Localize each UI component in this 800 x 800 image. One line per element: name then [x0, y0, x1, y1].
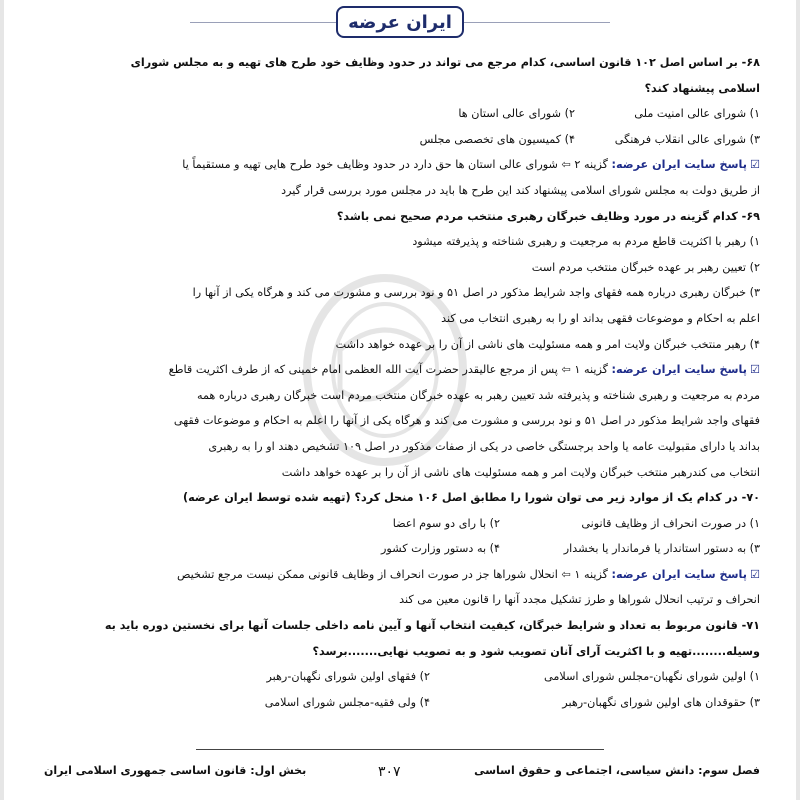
- answer-text: گزینه ۱ ⇦ انحلال شوراها جز در صورت انحراف از وظایف قانونی ممکن نیست مرجع تشخیص: [176, 567, 608, 581]
- page-border-left: [0, 0, 4, 800]
- option-3: ۳) حقوقدان های اولین شورای نگهبان-رهبر: [562, 695, 760, 709]
- checkbox-icon: ☑: [749, 158, 760, 172]
- question-68-line-2: اسلامی پیشنهاد کند؟: [644, 81, 760, 95]
- checkbox-icon: ☑: [749, 363, 760, 377]
- answer-70-line-2: انحراف و ترتیب انحلال شوراها و طرز تشکیل مجدد آنها را قانون معین می کند: [399, 593, 760, 607]
- option-1: ۱) شورای عالی امنیت ملی: [634, 107, 760, 121]
- question-69-option-4: ۴) رهبر منتخب خبرگان ولایت امر و همه مسئولیت های ناشی از آن را بر عهده خواهد داشت: [335, 337, 760, 351]
- site-logo-text: ایران عرضه: [348, 11, 452, 33]
- answer-70-line-1: [44, 562, 760, 588]
- question-69-option-3-line-2: اعلم به احکام و موضوعات فقهی بداند او را به رهبری انتخاب می کند: [441, 311, 760, 325]
- page-border-right: [796, 0, 800, 800]
- option-4: ۴) کمیسیون های تخصصی مجلس: [419, 132, 575, 146]
- question-69-option-2: ۲) تعیین رهبر بر عهده خبرگان منتخب مردم است: [531, 260, 760, 274]
- question-70-options-row-2: [44, 536, 760, 562]
- question-71-line-2: وسیله........تهیه و با اکثریت آرای آنان تصویب شود و به تصویب نهایی.......برسد؟: [312, 644, 760, 658]
- answer-text: گزینه ۱ ⇦ پس از مرجع عالیقدر حضرت آیت الله العظمی امام خمینی که از طرف اکثریت قاطع: [168, 363, 608, 377]
- option-2: ۲) فقهای اولین شورای نگهبان-رهبر: [266, 670, 430, 684]
- answer-label: پاسخ سایت ایران عرضه:: [611, 158, 747, 172]
- option-3: ۳) به دستور استاندار یا فرماندار یا بخشدار: [563, 542, 760, 556]
- answer-69-line-3: فقهای واجد شرایط مذکور در اصل ۵۱ و نود بررسی و مشورت می کند و هرگاه یکی از آنها را اعلم به احکام و موضوعات فقهی: [173, 414, 760, 428]
- checkbox-icon: ☑: [749, 567, 760, 581]
- question-71-line-1: ۷۱- قانون مربوط به تعداد و شرایط خبرگان، کیفیت انتخاب آنها و آیین نامه داخلی جلسات آنها برای نخستین دوره باید به: [104, 619, 760, 633]
- footer-rule: [196, 749, 604, 750]
- question-70-options-row-1: [44, 511, 760, 537]
- question-71-options-row-1: [44, 664, 760, 690]
- option-1: ۱) در صورت انحراف از وظایف قانونی: [581, 516, 760, 530]
- answer-text: گزینه ۲ ⇦ شورای عالی استان ها حق دارد در حدود وظایف خود طرح هایی تهیه و مستقیماً یا: [182, 158, 608, 172]
- question-71-options-row-2: [44, 690, 760, 716]
- footer-chapter: فصل سوم: دانش سیاسی، اجتماعی و حقوق اساسی: [474, 764, 760, 777]
- question-68-options-row-2: [44, 127, 760, 153]
- question-70-line-1: ۷۰- در کدام یک از موارد زیر می توان شورا را مطابق اصل ۱۰۶ منحل کرد؟ (تهیه شده توسط ایران عرضه): [183, 491, 760, 505]
- question-69-option-1: ۱) رهبر با اکثریت قاطع مردم به مرجعیت و رهبری شناخته و پذیرفته میشود: [412, 235, 760, 249]
- answer-68-line-2: از طریق دولت به مجلس شورای اسلامی پیشنهاد کند این طرح ها باید در مجلس مورد بررسی قرار گیرد: [281, 183, 760, 197]
- option-2: ۲) شورای عالی استان ها: [458, 107, 575, 121]
- page-footer: [44, 764, 760, 784]
- question-68-options-row-1: [44, 101, 760, 127]
- question-69-line-1: ۶۹- کدام گزینه در مورد وظایف خبرگان رهبری منتخب مردم صحیح نمی باشد؟: [336, 209, 760, 223]
- answer-label: پاسخ سایت ایران عرضه:: [611, 567, 747, 581]
- answer-69-line-4: بداند یا دارای مقبولیت عامه یا واحد برجستگی خاصی در یکی از صفات مذکور در اصل ۱۰۹ تشخیص دهند او را به رهبری: [208, 439, 760, 453]
- answer-69-line-5: انتخاب می کندرهبر منتخب خبرگان ولایت امر و همه مسئولیت های ناشی از آن را بر عهده خواهد داشت: [281, 465, 760, 479]
- answer-69-line-1: [44, 357, 760, 383]
- header-rule-left: [190, 22, 336, 23]
- option-2: ۲) با رای دو سوم اعضا: [392, 516, 500, 530]
- answer-label: پاسخ سایت ایران عرضه:: [611, 363, 747, 377]
- document-body: [44, 50, 760, 715]
- footer-section: بخش اول: قانون اساسی جمهوری اسلامی ایران: [44, 764, 307, 777]
- answer-68-line-1: [44, 152, 760, 178]
- option-1: ۱) اولین شورای نگهبان-مجلس شورای اسلامی: [544, 670, 760, 684]
- question-69-option-3-line-1: ۳) خبرگان رهبری درباره همه فقهای واجد شرایط مذکور در اصل ۵۱ و نود بررسی و مشورت می کند و هرگاه یکی از آنها را: [192, 286, 760, 300]
- option-3: ۳) شورای عالی انقلاب فرهنگی: [614, 132, 760, 146]
- site-logo: [336, 6, 464, 38]
- header-rule-right: [464, 22, 610, 23]
- option-4: ۴) به دستور وزارت کشور: [381, 542, 500, 556]
- question-68-line-1: ۶۸- بر اساس اصل ۱۰۲ قانون اساسی، کدام مرجع می تواند در حدود وظایف خود طرح های تهیه و به مجلس شورای: [130, 56, 760, 69]
- page-number: ۳۰۷: [378, 764, 401, 780]
- answer-69-line-2: مردم به مرجعیت و رهبری شناخته و پذیرفته شد تعیین رهبر به عهده خبرگان منتخب مردم است خبرگان رهبری درباره همه: [196, 388, 760, 402]
- option-4: ۴) ولی فقیه-مجلس شورای اسلامی: [264, 695, 430, 709]
